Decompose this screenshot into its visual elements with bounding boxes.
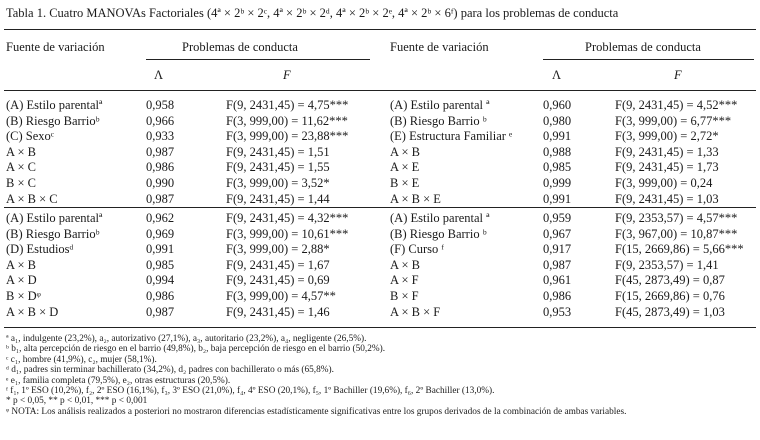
footnote-line: ᶜ c₁, hombre (41,9%), c₂, mujer (58,1%). [6,354,157,365]
group-divider-rule [4,207,756,208]
left-lambda-cell: 0,985 [146,257,175,272]
right-source-cell: B × E [390,176,420,190]
left-f-cell: F(9, 2431,45) = 1,44 [226,191,330,206]
table-row [0,176,760,192]
left-source-cell: A × B [6,257,36,272]
right-lambda-cell: 0,961 [543,273,572,288]
footnote-line: ᶠ f₁, 1º ESO (10,2%), f₂, 2º ESO (16,1%), f₃, 3º ESO (21,0%), f₄, 4º ESO (20,1%), f₅, 1º Bachiller (19,6%), f₆, 2º Bachiller (13,0%). [6,386,495,397]
left-source-cell: A × B × D [6,304,59,319]
right-lambda-cell: 0,988 [543,144,572,159]
footnote-line: ᵠ NOTA: Los análisis realizados a posteriori no mostraron diferencias estadísticamente significativas entre los grupos derivados de la combinación de ambas variables. [6,406,627,417]
right-f-cell: F(15, 2669,86) = 0,76 [615,289,725,303]
left-f-cell: F(9, 2431,45) = 1,46 [226,304,330,319]
subheader-rule [4,90,756,91]
right-lambda-cell: 0,917 [543,242,572,257]
right-f-cell: F(3, 999,00) = 2,72* [615,129,719,144]
right-f-cell: F(9, 2431,45) = 1,03 [615,191,719,206]
right-lambda-cell: 0,985 [543,160,572,175]
right-f-cell: F(9, 2431,45) = 4,52*** [615,98,738,112]
right-source-cell: A × B × E [390,191,441,206]
table-row [0,98,760,114]
left-source-cell: (D) Estudiosᵈ [6,242,74,257]
left-source-cell: (A) Estilo parentalª [6,211,103,225]
table-caption: Tabla 1. Cuatro MANOVAs Factoriales (4ª × 2ᵇ × 2ᶜ, 4ª × 2ᵇ × 2ᵈ, 4ª × 2ᵇ × 2ᵉ, 4ª × 2ᵇ × 6ᶠ) para los problemas de conducta [6,6,619,20]
footnote-line: ᵈ d₁, padres sin terminar bachillerato (34,2%), d₂ padres con bachillerato o más (65,8%). [6,365,334,376]
footnote-line: ᵉ e₁, familia completa (79,5%), e₂, otras estructuras (20,5%). [6,375,231,386]
header-rule-right [543,59,754,60]
footnotes [6,334,754,417]
left-lambda-cell: 0,990 [146,176,175,190]
left-lambda-cell: 0,933 [146,129,175,144]
left-f-cell: F(9, 2431,45) = 1,51 [226,144,330,159]
right-lambda-cell: 0,967 [543,226,572,241]
right-source-cell: A × F [390,273,419,288]
table-row [0,227,760,243]
right-source-cell: (B) Riesgo Barrio ᵇ [390,113,487,128]
lambda-header-left: Λ [154,68,164,82]
left-source-cell: A × B [6,144,36,159]
right-f-cell: F(9, 2353,57) = 4,57*** [615,211,738,225]
left-lambda-cell: 0,969 [146,226,175,241]
right-lambda-cell: 0,987 [543,257,572,272]
left-source-cell: B × Dᵠ [6,289,41,303]
table-row [0,258,760,274]
left-f-cell: F(9, 2431,45) = 4,32*** [226,211,349,225]
right-f-cell: F(9, 2353,57) = 1,41 [615,257,719,272]
left-source-cell: (B) Riesgo Barrioᵇ [6,226,100,241]
right-source-cell: A × B × F [390,304,441,319]
left-source-cell: (A) Estilo parentalª [6,98,103,112]
left-f-cell: F(9, 2431,45) = 1,67 [226,257,330,272]
lambda-header-right: Λ [552,68,562,82]
left-f-cell: F(3, 999,00) = 11,62*** [226,113,348,128]
right-lambda-cell: 0,999 [543,176,572,190]
right-source-cell: A × B [390,257,420,272]
left-lambda-cell: 0,994 [146,273,175,288]
right-f-cell: F(45, 2873,49) = 0,87 [615,273,725,288]
left-f-cell: F(3, 999,00) = 23,88*** [226,129,349,144]
right-problems-header: Problemas de conducta [585,40,701,54]
left-lambda-cell: 0,987 [146,191,175,206]
left-lambda-cell: 0,958 [146,98,175,112]
table-row [0,129,760,145]
right-source-cell: B × F [390,289,419,303]
right-lambda-cell: 0,986 [543,289,572,303]
right-f-cell: F(3, 999,00) = 0,24 [615,176,713,190]
footnote-line: ª a₁, indulgente (23,2%), a₂, autorizativo (27,1%), a₃, autoritario (23,2%), a₄, negligente (26,5%). [6,334,367,344]
left-source-cell: A × D [6,273,37,288]
left-source-header: Fuente de variación [6,40,105,54]
table-row [0,211,760,227]
left-problems-header: Problemas de conducta [182,40,298,54]
left-lambda-cell: 0,987 [146,144,175,159]
left-f-cell: F(3, 999,00) = 4,57** [226,289,336,303]
table-row [0,114,760,130]
right-source-cell: A × B [390,144,420,159]
top-rule [4,29,756,30]
right-source-cell: (F) Curso ᶠ [390,242,444,257]
left-source-cell: B × C [6,176,36,190]
right-source-cell: (E) Estructura Familiar ᵉ [390,129,513,144]
right-f-cell: F(9, 2431,45) = 1,73 [615,160,719,175]
table-row [0,192,760,208]
table-row [0,242,760,258]
left-lambda-cell: 0,986 [146,289,175,303]
right-source-cell: (B) Riesgo Barrio ᵇ [390,226,487,241]
left-lambda-cell: 0,987 [146,304,175,319]
footnote-line: ᵇ b₁, alta percepción de riesgo en el barrio (49,8%), b₂, baja percepción de riesgo en el barrio (50,2%). [6,344,386,355]
f-header-left: F [283,68,291,82]
bottom-rule [4,327,756,328]
table-row [0,289,760,305]
left-lambda-cell: 0,962 [146,211,175,225]
left-f-cell: F(9, 2431,45) = 4,75*** [226,98,349,112]
right-f-cell: F(15, 2669,86) = 5,66*** [615,242,744,257]
right-lambda-cell: 0,960 [543,98,572,112]
right-source-cell: A × E [390,160,420,175]
left-f-cell: F(9, 2431,45) = 0,69 [226,273,330,288]
left-f-cell: F(9, 2431,45) = 1,55 [226,160,330,175]
table-row [0,145,760,161]
right-lambda-cell: 0,953 [543,304,572,319]
right-lambda-cell: 0,980 [543,113,572,128]
left-source-cell: A × C [6,160,36,175]
right-source-cell: (A) Estilo parental ª [390,211,490,225]
header-rule-left [146,59,370,60]
right-lambda-cell: 0,991 [543,191,572,206]
footnote-line: * p < 0,05, ** p < 0,01, *** p < 0,001 [6,396,148,407]
left-source-cell: (C) Sexoᶜ [6,129,54,144]
left-lambda-cell: 0,986 [146,160,175,175]
right-source-cell: (A) Estilo parental ª [390,98,490,112]
right-lambda-cell: 0,991 [543,129,572,144]
table-row [0,305,760,321]
left-f-cell: F(3, 999,00) = 2,88* [226,242,330,257]
left-lambda-cell: 0,966 [146,113,175,128]
right-f-cell: F(45, 2873,49) = 1,03 [615,304,725,319]
right-f-cell: F(9, 2431,45) = 1,33 [615,144,719,159]
left-f-cell: F(3, 999,00) = 10,61*** [226,226,349,241]
f-header-right: F [674,68,682,82]
right-lambda-cell: 0,959 [543,211,572,225]
right-f-cell: F(3, 967,00) = 10,87*** [615,226,738,241]
left-f-cell: F(3, 999,00) = 3,52* [226,176,330,190]
right-source-header: Fuente de variación [390,40,489,54]
left-source-cell: A × B × C [6,191,58,206]
table-row [0,273,760,289]
left-source-cell: (B) Riesgo Barrioᵇ [6,113,100,128]
right-f-cell: F(3, 999,00) = 6,77*** [615,113,732,128]
table-row [0,160,760,176]
left-lambda-cell: 0,991 [146,242,175,257]
